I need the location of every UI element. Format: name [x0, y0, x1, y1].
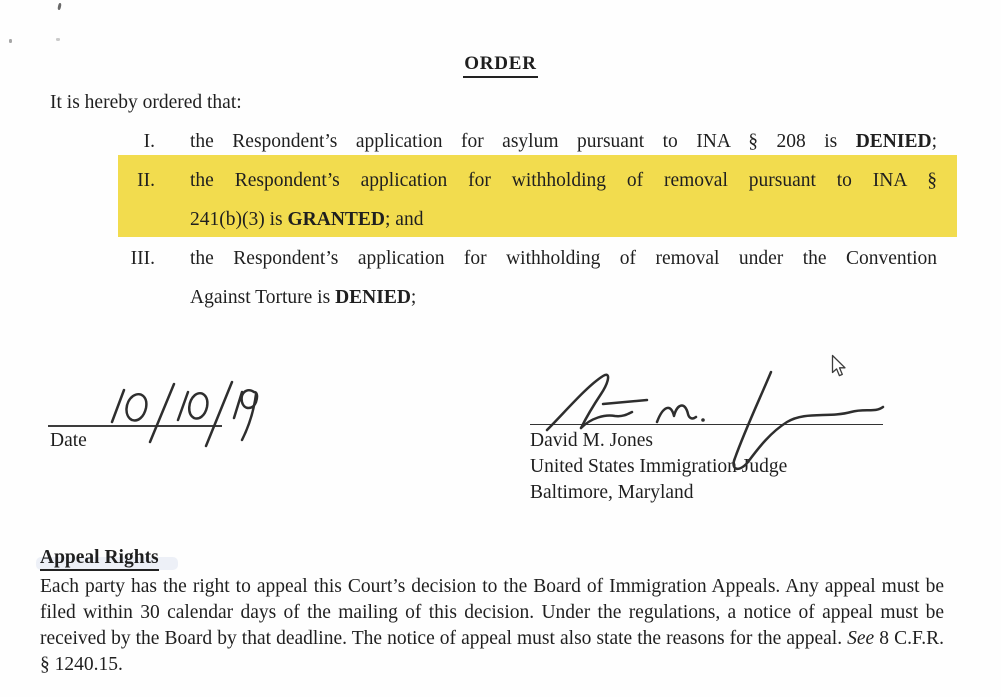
scan-speck: [57, 3, 61, 10]
item-3-punct: ;: [410, 287, 417, 308]
item-2-text: 241(b)(3) is: [190, 209, 288, 230]
item-1-verdict: DENIED: [855, 131, 932, 152]
item-2-verdict: GRANTED: [287, 209, 385, 230]
judge-location: Baltimore, Maryland: [530, 482, 694, 503]
scan-speck: [56, 38, 60, 41]
judge-title: United States Immigration Judge: [530, 456, 788, 477]
item-3-verdict: DENIED: [335, 287, 411, 308]
handwritten-date: [102, 380, 262, 452]
scan-speck: [9, 39, 12, 43]
item-1-line-1: [190, 131, 937, 153]
intro-line: It is hereby ordered that:: [50, 92, 242, 113]
item-2-line-2: [190, 209, 937, 231]
judge-name: David M. Jones: [530, 430, 653, 451]
appeal-see-reference: See: [847, 628, 875, 649]
appeal-citation: 8 C.F.R. § 1240.15.: [40, 628, 945, 675]
item-3-numeral: III.: [130, 248, 155, 269]
item-3-line-2: [190, 287, 937, 309]
item-1-punct: ;: [931, 131, 937, 152]
handwritten-signature: [535, 368, 895, 476]
order-title-row: [0, 53, 1001, 78]
order-title: ORDER: [463, 53, 538, 78]
item-3-text: Against Torture is: [190, 287, 336, 308]
item-1-numeral: I.: [143, 131, 155, 152]
item-3-line-1: the Respondent’s application for withholding of removal under the Convention: [190, 248, 937, 269]
item-2-punct: ; and: [385, 209, 424, 230]
appeal-rights-heading: Appeal Rights: [40, 547, 159, 571]
item-1-text: the Respondent’s application for asylum pursuant to INA § 208 is: [190, 131, 856, 152]
item-2-numeral: II.: [137, 170, 155, 191]
appeal-rights-paragraph: [40, 574, 944, 678]
item-2-line-1: the Respondent’s application for withholding of removal pursuant to INA §: [190, 170, 937, 191]
appeal-rights-text: Each party has the right to appeal this Court’s decision to the Board of Immigration Appeals. Any appeal must be filed within 30 calendar days of the mailing of this decision. Under the regulations, a notice of appeal must be received by the Board by that deadline. The notice of appeal must also state the reasons for the appeal.: [40, 576, 944, 649]
mouse-cursor-icon: [831, 354, 848, 378]
date-label: Date: [50, 430, 87, 451]
